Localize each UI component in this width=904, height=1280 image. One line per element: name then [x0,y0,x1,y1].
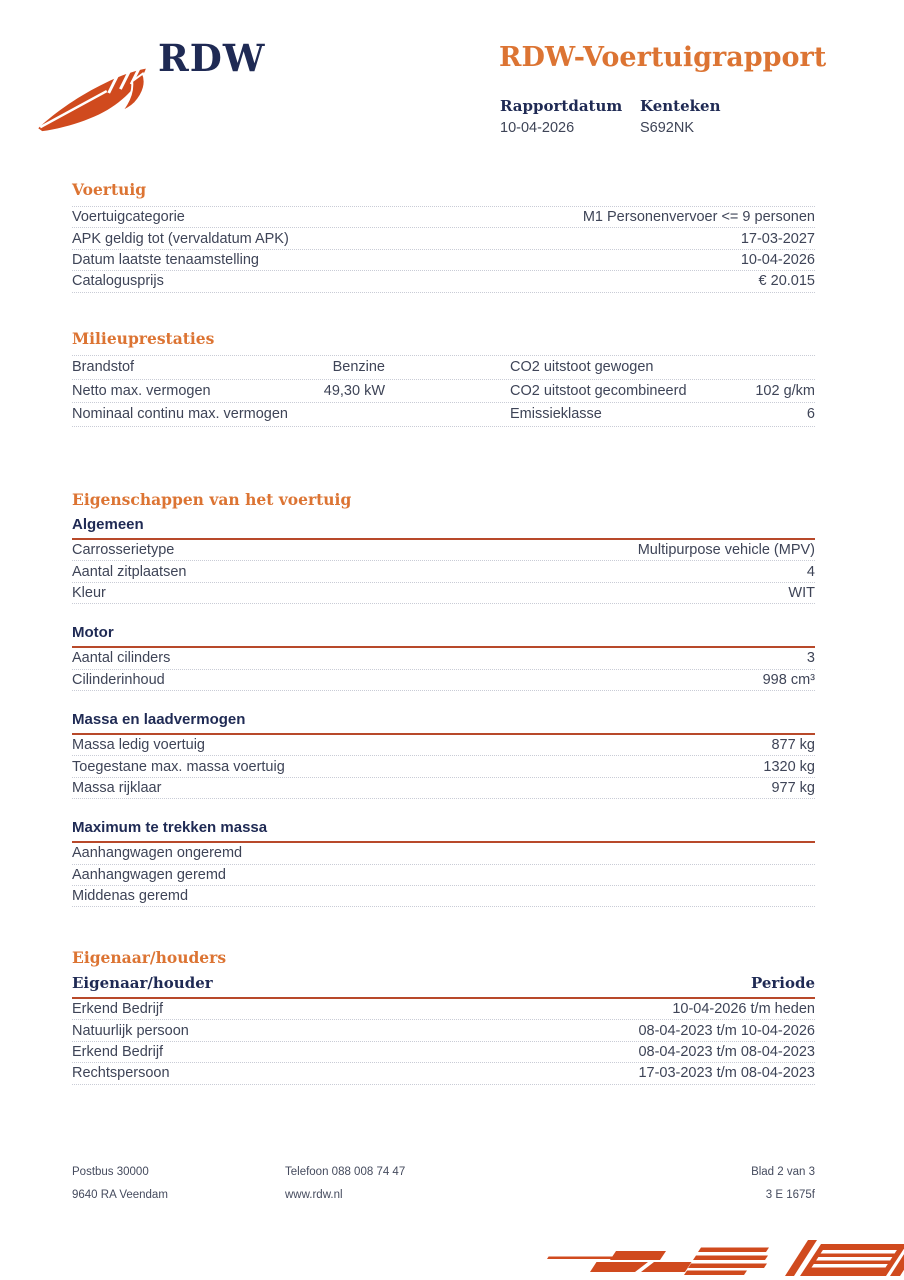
row-value: € 20.015 [758,273,815,290]
table-row [72,670,815,691]
row-label: Erkend Bedrijf [72,1043,164,1060]
table-row [72,886,815,907]
table-row [72,561,815,582]
row-label: Kleur [72,584,106,601]
row-value: 17-03-2027 [740,230,815,247]
row-value: 08-04-2023 t/m 10-04-2026 [638,1022,815,1039]
row-value: 17-03-2023 t/m 08-04-2023 [638,1065,815,1082]
footer-website: www.rdw.nl [285,1189,343,1201]
section-milieuprestaties [72,329,815,427]
row-label: Brandstof [72,359,135,376]
row-value: 49,30 kW [323,382,385,399]
footer-doc-code: 3 E 1675f [765,1189,815,1201]
row-label: Emissieklasse [510,406,602,423]
table-row [72,207,815,228]
row-label: Rechtspersoon [72,1065,170,1082]
subsection-title: Maximum te trekken massa [72,819,815,843]
footer-address-line1: Postbus 30000 [72,1166,149,1178]
row-value: 4 [806,563,815,580]
footer-phone: Telefoon 088 008 74 47 [285,1166,406,1178]
table-row [72,380,815,404]
subsection-title: Massa en laadvermogen [72,711,815,735]
table-row [72,1063,815,1084]
subsection-trekken-massa [72,819,815,907]
subsection-motor [72,624,815,691]
row-label: Aantal zitplaatsen [72,563,187,580]
row-value: 3 [806,650,815,667]
row-value: 102 g/km [755,382,815,399]
row-label: Catalogusprijs [72,273,164,290]
row-label: Aanhangwagen geremd [72,866,226,883]
page-footer [72,1166,815,1201]
section-eigenschappen [72,490,815,907]
table-row [72,540,815,561]
table-row [72,228,815,249]
table-row [72,735,815,756]
row-value: 10-04-2026 [740,251,815,268]
row-label: Massa rijklaar [72,779,162,796]
row-value: 998 cm³ [762,671,815,688]
row-value: 10-04-2026 t/m heden [672,1001,815,1018]
report-date-block [500,97,640,136]
license-plate-label: Kenteken [640,97,721,115]
footer-page-number: Blad 2 van 3 [751,1166,815,1178]
row-value: WIT [788,584,815,601]
subsection-title: Algemeen [72,516,815,540]
section-voertuig [72,180,815,293]
row-label: CO2 uitstoot gecombineerd [510,382,687,399]
row-value: Multipurpose vehicle (MPV) [637,542,815,559]
owners-column-headers [72,974,815,999]
section-title: Voertuig [72,180,147,199]
table-row [72,778,815,799]
section-title: Eigenschappen van het voertuig [72,490,352,509]
row-value: 6 [806,406,815,423]
row-value: 877 kg [771,737,815,754]
row-label: Aanhangwagen ongeremd [72,845,243,862]
row-label: APK geldig tot (vervaldatum APK) [72,230,289,247]
row-label: CO2 uitstoot gewogen [510,359,654,376]
row-value: M1 Personenvervoer <= 9 personen [582,209,815,226]
row-label: Voertuigcategorie [72,209,185,226]
license-plate-block [640,97,780,136]
row-label: Aantal cilinders [72,650,171,667]
section-title: Milieuprestaties [72,329,215,348]
table-row [72,1042,815,1063]
row-label: Natuurlijk persoon [72,1022,189,1039]
owner-column-header: Eigenaar/houder [72,974,213,992]
row-label: Netto max. vermogen [72,382,211,399]
row-value: Benzine [332,359,385,376]
environment-rows [72,355,815,427]
table-row [72,865,815,886]
row-label: Nominaal continu max. vermogen [72,406,288,423]
subsection-massa [72,711,815,799]
row-value: 08-04-2023 t/m 08-04-2023 [638,1043,815,1060]
row-label: Carrosserietype [72,542,175,559]
period-column-header: Periode [750,974,815,992]
table-row [72,756,815,777]
row-label: Toegestane max. massa voertuig [72,758,285,775]
row-value: 1320 kg [763,758,815,775]
table-row [72,271,815,292]
table-row [72,843,815,864]
row-value: 977 kg [771,779,815,796]
row-label: Erkend Bedrijf [72,1001,164,1018]
row-label: Datum laatste tenaamstelling [72,251,259,268]
license-plate-value: S692NK [640,120,695,136]
vehicle-rows [72,206,815,293]
section-eigenaar-houders [72,948,815,1085]
row-label: Massa ledig voertuig [72,737,205,754]
rdw-wordmark: RDW [158,36,266,80]
table-row [72,250,815,271]
row-label: Cilinderinhoud [72,671,165,688]
table-row [72,583,815,604]
table-row [72,356,815,380]
report-date-label: Rapportdatum [500,97,623,115]
subsection-title: Motor [72,624,815,648]
table-row [72,1020,815,1041]
rdw-feather-logo-icon [34,50,156,138]
subsection-algemeen [72,516,815,604]
table-row [72,999,815,1020]
report-meta [500,97,780,136]
table-row [72,648,815,669]
table-row [72,403,815,427]
section-title: Eigenaar/houders [72,948,227,967]
row-label: Middenas geremd [72,888,189,905]
report-date-value: 10-04-2026 [500,120,575,136]
page-title: RDW-Voertuigrapport [499,42,827,73]
speed-stripes-graphic-icon [538,1234,904,1278]
footer-address-line2: 9640 RA Veendam [72,1189,168,1201]
